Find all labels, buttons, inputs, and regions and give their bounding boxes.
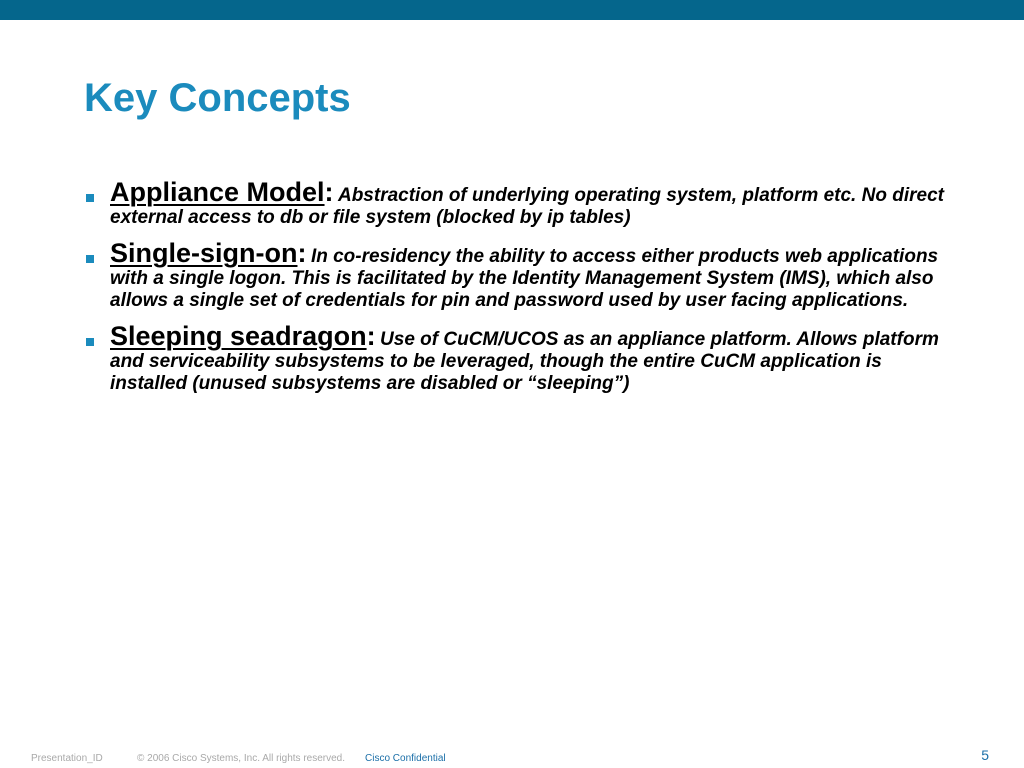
bullet-term: Single-sign-on — [110, 238, 298, 268]
bullet-term: Sleeping seadragon — [110, 321, 367, 351]
square-bullet-icon — [86, 255, 94, 263]
bullet-colon: : — [324, 177, 334, 207]
copyright-notice: © 2006 Cisco Systems, Inc. All rights reserved. — [137, 753, 346, 764]
bullet-colon: : — [297, 238, 307, 268]
square-bullet-icon — [86, 338, 94, 346]
bullet-item-appliance-model — [84, 177, 964, 229]
bullet-colon: : — [366, 321, 376, 351]
bullet-list — [84, 177, 964, 409]
bullet-text — [110, 321, 964, 395]
bullet-text — [110, 238, 964, 312]
bullet-description: Abstraction of underlying operating system, platform etc. No direct external access to db or file system (blocked by ip tables) — [110, 185, 944, 228]
slide-title: Key Concepts — [84, 76, 351, 120]
bullet-item-sleeping-seadragon — [84, 321, 964, 395]
confidential-label: Cisco Confidential — [365, 753, 446, 764]
page-number: 5 — [981, 747, 989, 763]
bullet-item-single-sign-on — [84, 238, 964, 312]
bullet-description: In co-residency the ability to access either products web applications with a single logon. This is facilitated by the Identity Management System (IMS), which also allows a single set of credentials for pin and password used by user facing applications. — [110, 246, 939, 311]
bullet-description: Use of CuCM/UCOS as an appliance platform. Allows platform and serviceability subsystems to be leveraged, though the entire CuCM application is installed (unused subsystems are disabled or “sleeping”) — [110, 329, 939, 394]
bullet-text — [110, 177, 964, 229]
bullet-term: Appliance Model — [110, 177, 325, 207]
presentation-id: Presentation_ID — [31, 753, 103, 764]
header-bar — [0, 0, 1024, 20]
square-bullet-icon — [86, 194, 94, 202]
